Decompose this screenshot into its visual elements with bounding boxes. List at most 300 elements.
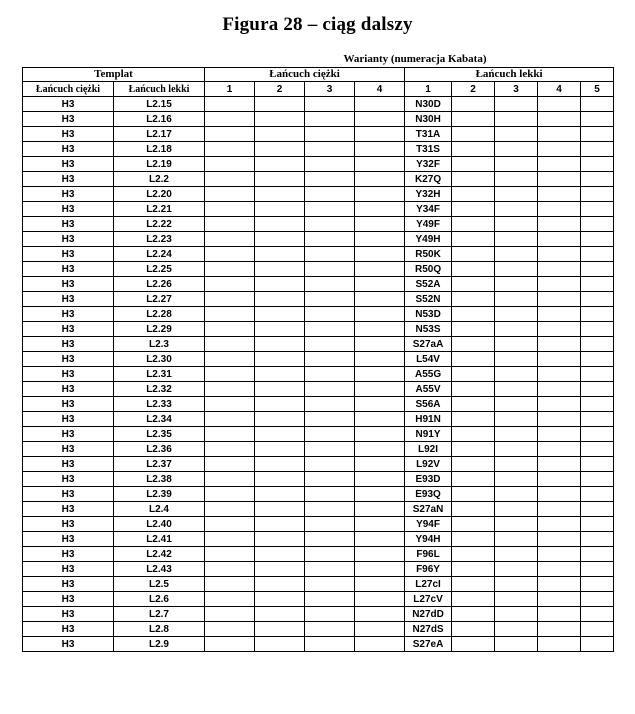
light-variant-cell: S27eA <box>405 637 452 652</box>
template-heavy-cell: H3 <box>23 112 114 127</box>
template-light-cell: L2.42 <box>114 547 205 562</box>
heavy-variant-cell <box>205 352 255 367</box>
heavy-variant-cell <box>255 442 305 457</box>
template-light-cell: L2.28 <box>114 307 205 322</box>
heavy-variant-cell <box>355 367 405 382</box>
template-light-cell: L2.3 <box>114 337 205 352</box>
light-variant-cell <box>452 112 495 127</box>
heavy-variant-cell <box>355 97 405 112</box>
light-variant-cell <box>452 517 495 532</box>
light-variant-cell <box>538 172 581 187</box>
heavy-variant-cell <box>305 607 355 622</box>
table-row <box>23 532 614 547</box>
heavy-variant-cell <box>205 592 255 607</box>
heavy-variant-cell <box>205 262 255 277</box>
heavy-variant-cell <box>355 622 405 637</box>
table-row <box>23 367 614 382</box>
template-light-cell: L2.6 <box>114 592 205 607</box>
heavy-variant-cell <box>205 127 255 142</box>
template-light-cell: L2.15 <box>114 97 205 112</box>
light-variant-cell: K27Q <box>405 172 452 187</box>
light-variant-cell: L27cI <box>405 577 452 592</box>
light-variant-cell <box>452 442 495 457</box>
light-variant-column-header: 1 <box>405 82 452 97</box>
heavy-variant-cell <box>205 277 255 292</box>
light-variant-cell <box>495 412 538 427</box>
light-variant-cell <box>581 367 614 382</box>
light-variant-cell <box>581 517 614 532</box>
heavy-variant-cell <box>205 172 255 187</box>
light-variant-cell <box>452 247 495 262</box>
light-variant-cell <box>538 562 581 577</box>
table-row <box>23 487 614 502</box>
heavy-variant-cell <box>205 202 255 217</box>
light-variant-cell <box>538 337 581 352</box>
light-variant-cell: A55G <box>405 367 452 382</box>
heavy-variant-cell <box>355 142 405 157</box>
heavy-variant-cell <box>355 247 405 262</box>
table-row <box>23 307 614 322</box>
template-heavy-cell: H3 <box>23 532 114 547</box>
light-variant-cell <box>452 457 495 472</box>
heavy-chain-header: Łańcuch ciężki <box>205 68 405 82</box>
light-variant-cell <box>538 637 581 652</box>
heavy-variant-cell <box>305 187 355 202</box>
light-variant-cell <box>538 592 581 607</box>
heavy-variant-cell <box>255 292 305 307</box>
light-variant-cell <box>452 262 495 277</box>
light-variant-cell <box>495 547 538 562</box>
heavy-variant-cell <box>205 232 255 247</box>
light-variant-cell <box>581 442 614 457</box>
table-row <box>23 442 614 457</box>
heavy-variant-cell <box>355 442 405 457</box>
template-heavy-cell: H3 <box>23 142 114 157</box>
template-heavy-cell: H3 <box>23 517 114 532</box>
heavy-variant-cell <box>305 562 355 577</box>
light-variant-cell <box>581 487 614 502</box>
table-row <box>23 457 614 472</box>
heavy-variant-column-header: 1 <box>205 82 255 97</box>
table-row <box>23 472 614 487</box>
light-variant-cell <box>538 97 581 112</box>
heavy-variant-cell <box>255 502 305 517</box>
template-light-cell: L2.40 <box>114 517 205 532</box>
heavy-variant-cell <box>305 547 355 562</box>
heavy-variant-cell <box>355 157 405 172</box>
light-variant-cell <box>581 427 614 442</box>
light-variant-cell <box>538 127 581 142</box>
template-heavy-cell: H3 <box>23 202 114 217</box>
heavy-variant-cell <box>305 487 355 502</box>
heavy-variant-cell <box>205 397 255 412</box>
light-variant-cell <box>581 577 614 592</box>
heavy-variant-cell <box>355 322 405 337</box>
template-heavy-cell: H3 <box>23 457 114 472</box>
template-light-cell: L2.27 <box>114 292 205 307</box>
template-light-cell: L2.26 <box>114 277 205 292</box>
heavy-variant-column-header: 3 <box>305 82 355 97</box>
template-light-cell: L2.33 <box>114 397 205 412</box>
light-variant-cell <box>581 397 614 412</box>
heavy-variant-cell <box>305 142 355 157</box>
heavy-variant-cell <box>305 277 355 292</box>
light-variant-cell <box>581 262 614 277</box>
template-light-cell: L2.8 <box>114 622 205 637</box>
light-variant-cell <box>581 607 614 622</box>
template-light-cell: L2.37 <box>114 457 205 472</box>
template-heavy-cell: H3 <box>23 127 114 142</box>
heavy-variant-cell <box>205 607 255 622</box>
template-light-cell: L2.39 <box>114 487 205 502</box>
template-light-cell: L2.24 <box>114 247 205 262</box>
heavy-variant-cell <box>305 172 355 187</box>
heavy-variant-cell <box>205 427 255 442</box>
light-variant-cell <box>452 232 495 247</box>
heavy-variant-cell <box>305 472 355 487</box>
light-variant-cell: L54V <box>405 352 452 367</box>
template-light-cell: L2.2 <box>114 172 205 187</box>
light-variant-cell <box>452 607 495 622</box>
light-variant-cell: E93D <box>405 472 452 487</box>
light-chain-header: Łańcuch lekki <box>405 68 614 82</box>
table-row <box>23 352 614 367</box>
light-variant-cell <box>495 307 538 322</box>
heavy-variant-cell <box>205 217 255 232</box>
light-variant-cell <box>538 412 581 427</box>
light-variant-cell <box>538 232 581 247</box>
light-variant-cell <box>495 262 538 277</box>
light-variant-cell <box>452 97 495 112</box>
table-row <box>23 592 614 607</box>
heavy-variant-cell <box>355 307 405 322</box>
heavy-variant-cell <box>355 637 405 652</box>
light-variant-cell: S56A <box>405 397 452 412</box>
heavy-variant-cell <box>305 622 355 637</box>
table-row <box>23 562 614 577</box>
light-variant-cell: L92I <box>405 442 452 457</box>
heavy-variant-cell <box>355 487 405 502</box>
light-variant-cell <box>581 322 614 337</box>
template-light-cell: L2.43 <box>114 562 205 577</box>
template-heavy-cell: H3 <box>23 262 114 277</box>
heavy-variant-cell <box>305 502 355 517</box>
light-variant-column-header: 5 <box>581 82 614 97</box>
light-variant-cell <box>495 232 538 247</box>
variants-header: Warianty (numeracja Kabata) <box>343 53 487 65</box>
heavy-variant-cell <box>305 112 355 127</box>
light-variant-cell: R50K <box>405 247 452 262</box>
heavy-variant-cell <box>355 112 405 127</box>
light-variant-cell <box>538 607 581 622</box>
heavy-variant-cell <box>305 427 355 442</box>
heavy-variant-column-header: 4 <box>355 82 405 97</box>
light-variant-cell <box>495 502 538 517</box>
heavy-variant-cell <box>355 127 405 142</box>
heavy-variant-cell <box>355 217 405 232</box>
light-variant-cell <box>452 202 495 217</box>
light-variant-cell <box>581 217 614 232</box>
template-heavy-cell: H3 <box>23 322 114 337</box>
light-variant-cell: H91N <box>405 412 452 427</box>
heavy-variant-cell <box>355 262 405 277</box>
light-variant-cell <box>581 187 614 202</box>
light-variant-cell: S27aA <box>405 337 452 352</box>
heavy-variant-cell <box>355 412 405 427</box>
heavy-variant-cell <box>305 637 355 652</box>
heavy-variant-cell <box>305 247 355 262</box>
heavy-variant-cell <box>205 322 255 337</box>
light-variant-cell: S52N <box>405 292 452 307</box>
light-variant-cell <box>452 142 495 157</box>
heavy-variant-cell <box>255 367 305 382</box>
heavy-variant-cell <box>305 157 355 172</box>
light-variant-cell <box>495 352 538 367</box>
heavy-variant-cell <box>255 607 305 622</box>
heavy-variant-cell <box>305 232 355 247</box>
light-variant-cell <box>581 547 614 562</box>
heavy-variant-cell <box>255 427 305 442</box>
heavy-variant-cell <box>255 382 305 397</box>
table-row <box>23 277 614 292</box>
light-variant-cell <box>452 127 495 142</box>
light-variant-cell <box>495 322 538 337</box>
light-variant-cell <box>495 367 538 382</box>
table-row <box>23 187 614 202</box>
heavy-variant-cell <box>305 97 355 112</box>
light-variant-cell <box>581 562 614 577</box>
light-variant-cell <box>452 322 495 337</box>
heavy-variant-cell <box>355 592 405 607</box>
light-variant-cell <box>452 532 495 547</box>
heavy-variant-cell <box>355 382 405 397</box>
template-heavy-cell: H3 <box>23 247 114 262</box>
heavy-variant-cell <box>205 442 255 457</box>
light-variant-cell: N53S <box>405 322 452 337</box>
heavy-variant-cell <box>355 472 405 487</box>
table-row <box>23 232 614 247</box>
heavy-variant-cell <box>255 187 305 202</box>
template-light-cell: L2.9 <box>114 637 205 652</box>
heavy-variant-cell <box>355 352 405 367</box>
heavy-variant-cell <box>255 247 305 262</box>
light-variant-cell: S52A <box>405 277 452 292</box>
light-variant-cell <box>581 97 614 112</box>
light-variant-cell <box>538 367 581 382</box>
light-variant-cell <box>495 187 538 202</box>
heavy-variant-cell <box>355 172 405 187</box>
light-variant-cell: F96L <box>405 547 452 562</box>
light-variant-cell <box>581 457 614 472</box>
heavy-variant-cell <box>255 232 305 247</box>
template-heavy-cell: H3 <box>23 637 114 652</box>
light-variant-cell <box>581 277 614 292</box>
heavy-variant-cell <box>355 607 405 622</box>
light-variant-cell <box>538 247 581 262</box>
template-light-cell: L2.5 <box>114 577 205 592</box>
template-heavy-cell: H3 <box>23 502 114 517</box>
heavy-variant-cell <box>255 457 305 472</box>
template-heavy-cell: H3 <box>23 217 114 232</box>
light-variant-cell: S27aN <box>405 502 452 517</box>
light-variant-cell <box>538 547 581 562</box>
light-variant-cell: T31S <box>405 142 452 157</box>
light-variant-cell: A55V <box>405 382 452 397</box>
light-variant-cell: N91Y <box>405 427 452 442</box>
light-variant-cell: N30H <box>405 112 452 127</box>
light-variant-cell: Y94F <box>405 517 452 532</box>
light-variant-cell <box>452 187 495 202</box>
template-heavy-cell: H3 <box>23 337 114 352</box>
template-light-cell: L2.41 <box>114 532 205 547</box>
table-row <box>23 292 614 307</box>
heavy-variant-cell <box>355 292 405 307</box>
light-variant-cell <box>495 607 538 622</box>
template-light-cell: L2.21 <box>114 202 205 217</box>
group-header-row <box>23 68 614 82</box>
template-heavy-cell: H3 <box>23 577 114 592</box>
light-variant-cell <box>538 262 581 277</box>
template-light-cell: L2.30 <box>114 352 205 367</box>
light-variant-cell <box>581 412 614 427</box>
table-row <box>23 412 614 427</box>
light-variant-cell <box>538 202 581 217</box>
heavy-variant-cell <box>305 202 355 217</box>
light-variant-cell <box>581 142 614 157</box>
light-variant-cell <box>495 157 538 172</box>
light-variant-cell <box>452 337 495 352</box>
heavy-variant-cell <box>305 292 355 307</box>
light-variant-cell <box>581 337 614 352</box>
heavy-variant-cell <box>355 232 405 247</box>
light-variant-cell <box>495 292 538 307</box>
light-variant-cell <box>495 622 538 637</box>
light-variant-cell <box>581 472 614 487</box>
light-variant-cell <box>538 112 581 127</box>
heavy-variant-cell <box>355 277 405 292</box>
table-row <box>23 502 614 517</box>
table-row <box>23 547 614 562</box>
light-variant-cell <box>581 247 614 262</box>
heavy-variant-cell <box>255 562 305 577</box>
light-variant-cell <box>452 157 495 172</box>
table-row <box>23 337 614 352</box>
heavy-variant-cell <box>305 262 355 277</box>
light-variant-cell <box>452 502 495 517</box>
light-variant-cell <box>581 532 614 547</box>
heavy-variant-cell <box>255 532 305 547</box>
light-variant-cell <box>538 322 581 337</box>
heavy-variant-cell <box>255 217 305 232</box>
table-row <box>23 517 614 532</box>
heavy-variant-cell <box>255 547 305 562</box>
heavy-variant-cell <box>255 202 305 217</box>
template-light-cell: L2.18 <box>114 142 205 157</box>
light-variant-cell <box>581 172 614 187</box>
template-light-cell: L2.22 <box>114 217 205 232</box>
heavy-variant-cell <box>205 97 255 112</box>
heavy-variant-cell <box>255 487 305 502</box>
light-variant-cell: Y32H <box>405 187 452 202</box>
light-variant-cell <box>495 112 538 127</box>
light-variant-cell <box>538 382 581 397</box>
light-variant-cell <box>581 292 614 307</box>
heavy-variant-cell <box>355 547 405 562</box>
light-variant-cell <box>538 427 581 442</box>
light-variant-cell <box>495 127 538 142</box>
heavy-variant-cell <box>205 637 255 652</box>
light-variant-cell <box>452 382 495 397</box>
template-light-cell: L2.7 <box>114 607 205 622</box>
figure-title: Figura 28 – ciąg dalszy <box>222 14 413 35</box>
heavy-variant-cell <box>255 412 305 427</box>
light-variant-cell <box>538 187 581 202</box>
template-heavy-cell: H3 <box>23 562 114 577</box>
light-variant-cell <box>495 382 538 397</box>
heavy-variant-cell <box>205 517 255 532</box>
table-row <box>23 127 614 142</box>
light-variant-cell: R50Q <box>405 262 452 277</box>
template-heavy-cell: H3 <box>23 607 114 622</box>
heavy-variant-cell <box>205 487 255 502</box>
heavy-variant-cell <box>205 142 255 157</box>
template-light-cell: L2.36 <box>114 442 205 457</box>
heavy-variant-cell <box>355 427 405 442</box>
light-variant-column-header: 4 <box>538 82 581 97</box>
variants-table <box>22 67 614 652</box>
table-row <box>23 262 614 277</box>
table-row <box>23 217 614 232</box>
heavy-variant-cell <box>205 157 255 172</box>
light-variant-cell <box>495 217 538 232</box>
heavy-variant-cell <box>255 637 305 652</box>
light-variant-cell <box>452 547 495 562</box>
heavy-variant-cell <box>305 532 355 547</box>
light-variant-cell <box>495 517 538 532</box>
template-heavy-cell: H3 <box>23 412 114 427</box>
template-heavy-cell: H3 <box>23 592 114 607</box>
heavy-variant-cell <box>205 412 255 427</box>
heavy-variant-cell <box>305 352 355 367</box>
table-row <box>23 322 614 337</box>
light-variant-cell: Y94H <box>405 532 452 547</box>
light-variant-cell <box>538 352 581 367</box>
template-heavy-cell: H3 <box>23 232 114 247</box>
light-variant-cell <box>538 472 581 487</box>
light-variant-cell <box>538 277 581 292</box>
heavy-variant-cell <box>255 97 305 112</box>
heavy-variant-cell <box>255 157 305 172</box>
heavy-variant-cell <box>205 502 255 517</box>
light-variant-cell <box>452 487 495 502</box>
heavy-variant-cell <box>205 367 255 382</box>
column-header-row <box>23 82 614 97</box>
heavy-variant-cell <box>205 247 255 262</box>
heavy-variant-cell <box>305 127 355 142</box>
table-row <box>23 247 614 262</box>
light-variant-cell <box>452 592 495 607</box>
light-variant-cell <box>538 292 581 307</box>
light-variant-cell <box>538 487 581 502</box>
light-variant-cell <box>452 622 495 637</box>
template-light-cell: L2.34 <box>114 412 205 427</box>
heavy-variant-cell <box>255 322 305 337</box>
light-variant-cell <box>495 472 538 487</box>
table-row <box>23 172 614 187</box>
template-light-cell: L2.19 <box>114 157 205 172</box>
template-heavy-cell: H3 <box>23 367 114 382</box>
light-variant-cell <box>495 592 538 607</box>
